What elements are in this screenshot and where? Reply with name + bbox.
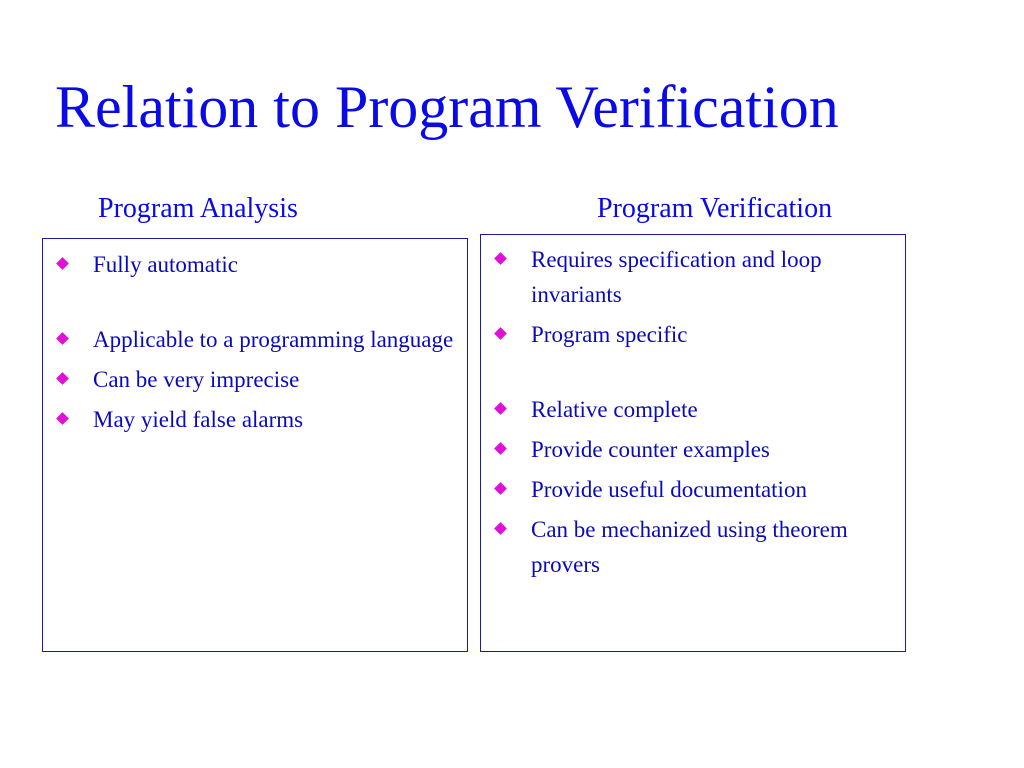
list-item bbox=[481, 432, 893, 467]
list-item-text: Can be very imprecise bbox=[93, 367, 300, 392]
program-verification-box bbox=[480, 234, 906, 652]
list-item bbox=[481, 317, 893, 352]
list-item-text: Applicable to a programming language bbox=[93, 327, 454, 352]
diamond-bullet-icon bbox=[494, 252, 507, 265]
diamond-bullet-icon bbox=[56, 332, 69, 345]
list-item-text: Relative complete bbox=[531, 397, 698, 422]
list-item bbox=[481, 512, 893, 582]
list-item-text: May yield false alarms bbox=[93, 407, 304, 432]
diamond-bullet-icon bbox=[56, 372, 69, 385]
diamond-bullet-icon bbox=[494, 482, 507, 495]
list-item bbox=[481, 472, 893, 507]
program-analysis-list bbox=[43, 247, 455, 442]
diamond-bullet-icon bbox=[56, 412, 69, 425]
list-item-text: Provide counter examples bbox=[531, 437, 770, 462]
list-item bbox=[43, 362, 455, 397]
list-item bbox=[43, 402, 455, 437]
list-item-text: Fully automatic bbox=[93, 252, 239, 277]
list-item-text: Provide useful documentation bbox=[531, 477, 807, 502]
diamond-bullet-icon bbox=[494, 442, 507, 455]
list-item bbox=[481, 242, 893, 312]
slide-title: Relation to Program Verification bbox=[55, 74, 839, 140]
diamond-bullet-icon bbox=[494, 327, 507, 340]
list-item-text: Can be mechanized using theorem provers bbox=[531, 517, 848, 577]
program-analysis-heading: Program Analysis bbox=[98, 193, 298, 224]
diamond-bullet-icon bbox=[494, 402, 507, 415]
diamond-bullet-icon bbox=[56, 257, 69, 270]
list-item-text: Requires specification and loop invariants bbox=[531, 247, 822, 307]
list-item-text: Program specific bbox=[531, 322, 688, 347]
program-verification-heading: Program Verification bbox=[597, 193, 833, 224]
list-item bbox=[481, 392, 893, 427]
list-item bbox=[43, 247, 455, 282]
diamond-bullet-icon bbox=[494, 522, 507, 535]
list-item bbox=[43, 322, 455, 357]
program-verification-list bbox=[481, 242, 893, 587]
program-analysis-box bbox=[42, 238, 468, 652]
